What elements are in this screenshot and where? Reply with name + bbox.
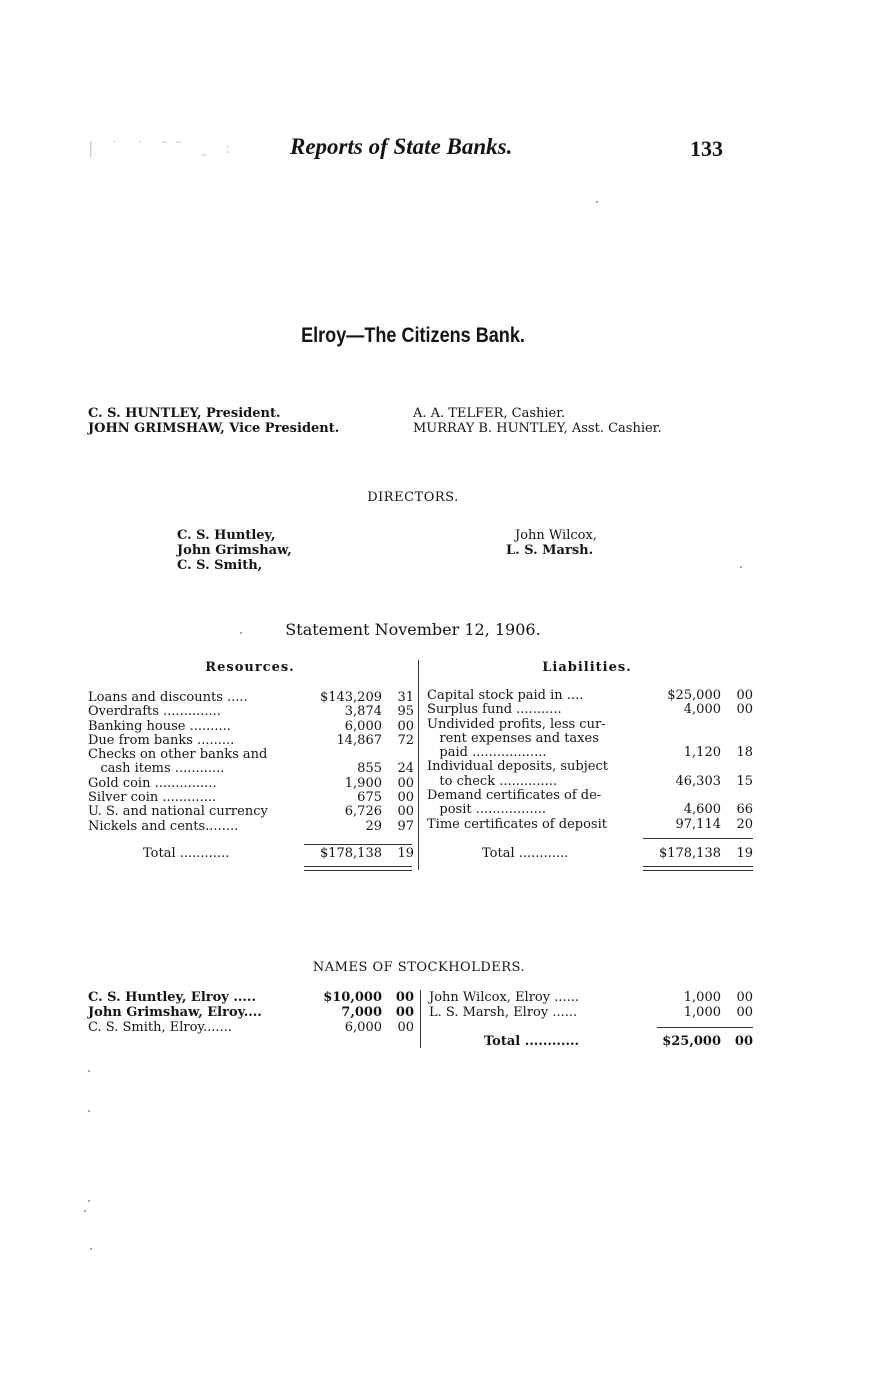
row-label: Silver coin ............. — [88, 790, 217, 806]
row-dollars: 97,114 — [675, 816, 721, 832]
liabilities-heading: Liabilities. — [542, 660, 632, 675]
stockholders-heading: NAMES OF STOCKHOLDERS. — [312, 960, 526, 975]
row-dollars: 3,874 — [344, 704, 382, 720]
row-label: Undivided profits, less cur- — [427, 716, 606, 732]
table-row — [88, 691, 414, 705]
stockholders-right — [429, 990, 753, 1020]
officer-president: C. S. HUNTLEY, President. — [88, 406, 281, 421]
running-title: Reports of State Banks. — [290, 134, 513, 159]
total-dollars: $25,000 — [662, 1034, 721, 1049]
director-name: C. S. Smith, — [177, 558, 263, 573]
row-label: Banking house .......... — [88, 718, 231, 734]
row-label: U. S. and national currency — [88, 804, 268, 820]
row-label: Checks on other banks and — [88, 747, 268, 763]
row-cents: 00 — [395, 990, 414, 1005]
total-label: Total ............ — [484, 1034, 580, 1049]
table-row — [88, 791, 414, 805]
total-label: Total ............ — [143, 846, 230, 861]
row-dollars: 14,867 — [336, 732, 382, 748]
print-speck — [596, 201, 598, 203]
row-label: posit ................. — [427, 802, 546, 818]
total-label: Total ............ — [482, 846, 569, 861]
resources-heading: Resources. — [205, 660, 295, 675]
row-dollars: $10,000 — [323, 990, 382, 1005]
officer-cashier: A. A. TELFER, Cashier. — [413, 406, 566, 421]
row-dollars: 4,000 — [683, 702, 721, 718]
directors-heading: DIRECTORS. — [367, 490, 459, 505]
table-row — [427, 818, 753, 832]
row-cents: 97 — [397, 818, 414, 834]
row-dollars: 29 — [365, 818, 382, 834]
total-dollars: $178,138 — [658, 846, 721, 861]
row-dollars: $143,209 — [319, 690, 382, 705]
stockholders-left — [88, 990, 414, 1035]
director-name: John Grimshaw, — [177, 543, 292, 558]
row-dollars: 855 — [357, 761, 382, 777]
print-speck — [740, 566, 742, 568]
liabilities-total-row — [427, 847, 753, 861]
table-row — [88, 990, 414, 1005]
bank-title: Elroy—The Citizens Bank. — [301, 324, 525, 347]
row-label: John Grimshaw, Elroy.... — [88, 1005, 262, 1020]
row-dollars: 1,000 — [683, 990, 721, 1005]
table-row — [88, 720, 414, 734]
row-cents: 00 — [397, 1020, 414, 1035]
row-dollars: 46,303 — [675, 773, 721, 789]
row-dollars: 4,600 — [683, 802, 721, 818]
row-label: Individual deposits, subject — [427, 759, 608, 775]
row-dollars: 6,726 — [344, 804, 382, 820]
row-label: C. S. Smith, Elroy....... — [88, 1020, 232, 1035]
row-cents: 00 — [395, 1005, 414, 1020]
row-cents: 31 — [397, 690, 414, 705]
subtotal-rule — [657, 1027, 753, 1028]
table-row — [88, 805, 414, 819]
table-row — [427, 703, 753, 717]
resources-table — [88, 691, 414, 834]
row-label: Surplus fund ........... — [427, 702, 562, 718]
ink-smudge: | ˙ ˙ ˉˉ ˍ ː — [88, 138, 237, 157]
table-row — [88, 748, 414, 762]
table-row — [88, 820, 414, 834]
table-row — [427, 803, 753, 817]
column-divider — [420, 990, 421, 1048]
table-row — [427, 789, 753, 803]
subtotal-rule — [304, 844, 412, 845]
total-dollars: $178,138 — [319, 846, 382, 861]
row-label: Capital stock paid in .... — [427, 688, 584, 703]
row-label: Gold coin ............... — [88, 775, 217, 791]
total-cents: 19 — [397, 846, 414, 861]
row-label: cash items ............ — [88, 761, 225, 777]
total-double-rule — [643, 866, 753, 871]
print-speck — [88, 1070, 90, 1072]
row-label: Demand certificates of de- — [427, 788, 602, 804]
row-cents: 00 — [397, 804, 414, 820]
table-row — [88, 777, 414, 791]
row-cents: 00 — [736, 1005, 753, 1020]
row-label: Loans and discounts ..... — [88, 690, 248, 705]
row-cents: 00 — [736, 688, 753, 703]
row-cents: 00 — [736, 990, 753, 1005]
row-cents: 15 — [736, 773, 753, 789]
row-cents: 66 — [736, 802, 753, 818]
table-row — [427, 689, 753, 703]
resources-total-row — [88, 847, 414, 861]
row-label: Nickels and cents........ — [88, 818, 239, 834]
row-label: to check .............. — [427, 773, 558, 789]
row-cents: 00 — [397, 790, 414, 806]
officer-vice-president: JOHN GRIMSHAW, Vice President. — [88, 421, 340, 436]
liabilities-table — [427, 689, 753, 832]
print-speck — [88, 1110, 90, 1112]
row-cents: 24 — [397, 761, 414, 777]
row-dollars: $25,000 — [667, 688, 721, 703]
row-dollars: 1,000 — [683, 1005, 721, 1020]
table-row — [429, 990, 753, 1005]
row-label: John Wilcox, Elroy ...... — [429, 990, 580, 1005]
row-cents: 00 — [397, 718, 414, 734]
table-row — [427, 746, 753, 760]
stockholders-total-row — [429, 1034, 753, 1049]
row-cents: 95 — [397, 704, 414, 720]
print-speck — [240, 632, 242, 634]
table-row — [88, 1020, 414, 1035]
row-cents: 18 — [736, 745, 753, 761]
row-label: paid .................. — [427, 745, 547, 761]
table-row — [427, 718, 753, 732]
row-label: L. S. Marsh, Elroy ...... — [429, 1005, 578, 1020]
director-name: John Wilcox, — [515, 528, 597, 543]
officer-asst-cashier: MURRAY B. HUNTLEY, Asst. Cashier. — [413, 421, 662, 436]
total-double-rule — [304, 866, 412, 871]
row-dollars: 7,000 — [341, 1005, 382, 1020]
print-speck — [88, 1200, 90, 1202]
table-row — [88, 762, 414, 776]
print-speck — [90, 1248, 92, 1250]
row-label: Overdrafts .............. — [88, 704, 221, 720]
row-dollars: 1,120 — [683, 745, 721, 761]
row-dollars: 6,000 — [344, 1020, 382, 1035]
table-row — [427, 775, 753, 789]
director-name: L. S. Marsh. — [506, 543, 594, 558]
subtotal-rule — [643, 838, 753, 839]
director-name: C. S. Huntley, — [177, 528, 276, 543]
table-row — [88, 734, 414, 748]
total-cents: 00 — [734, 1034, 753, 1049]
table-row — [88, 705, 414, 719]
table-row — [88, 1005, 414, 1020]
print-speck — [84, 1210, 86, 1212]
total-cents: 19 — [736, 846, 753, 861]
row-cents: 20 — [736, 816, 753, 832]
row-dollars: 675 — [357, 790, 382, 806]
column-divider — [418, 660, 419, 870]
row-dollars: 6,000 — [344, 718, 382, 734]
row-label: Time certificates of deposit — [427, 816, 607, 832]
row-cents: 72 — [397, 732, 414, 748]
row-dollars: 1,900 — [344, 775, 382, 791]
table-row — [427, 760, 753, 774]
row-cents: 00 — [736, 702, 753, 718]
row-cents: 00 — [397, 775, 414, 791]
table-row — [429, 1005, 753, 1020]
row-label: rent expenses and taxes — [427, 730, 599, 746]
page-number: 133 — [690, 136, 723, 161]
table-row — [427, 732, 753, 746]
row-label: Due from banks ......... — [88, 732, 235, 748]
row-label: C. S. Huntley, Elroy ..... — [88, 990, 256, 1005]
statement-title: Statement November 12, 1906. — [285, 620, 541, 639]
